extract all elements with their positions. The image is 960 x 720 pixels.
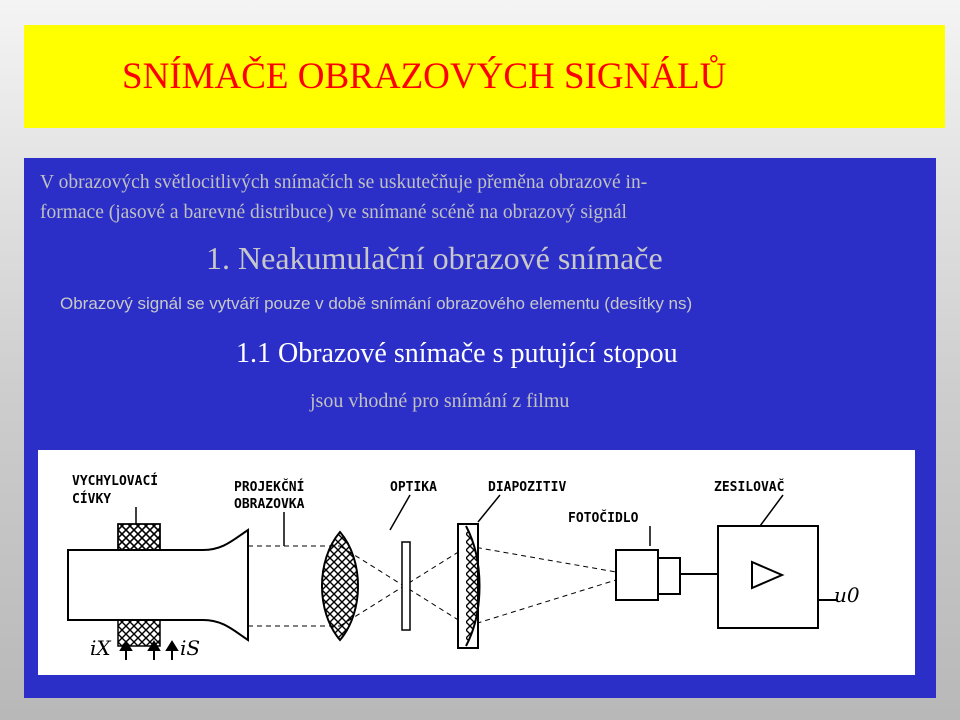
diagram-drawing <box>38 450 915 675</box>
intro-line-1: V obrazových světlocitlivých snímačích se uskutečňuje přeměna obrazové in- <box>40 172 648 193</box>
section-1-1-description: jsou vhodné pro snímání z filmu <box>310 390 570 412</box>
intro-paragraph <box>40 168 920 228</box>
amplifier-label: ZESILOVAČ <box>714 480 785 495</box>
intro-line-2: formace (jasové a barevné distribuce) ve snímané scéně na obrazový signál <box>40 202 627 223</box>
light-rays <box>248 546 616 626</box>
coils-label-line2: CÍVKY <box>72 492 112 507</box>
optics-plate <box>402 542 410 630</box>
coils-label-line1: VYCHYLOVACÍ <box>72 474 159 489</box>
slide-label: DIAPOZITIV <box>488 480 567 495</box>
optics-lens <box>322 532 358 640</box>
crt-label-line2: OBRAZOVKA <box>234 497 305 512</box>
section-1-1-heading: 1.1 Obrazové snímače s putující stopou <box>236 338 678 369</box>
optics-label: OPTIKA <box>390 480 437 495</box>
u0-label: u0 <box>834 583 860 607</box>
title-banner <box>24 25 945 128</box>
flying-spot-scanner-diagram <box>38 450 915 675</box>
photodetector-label: FOTOČIDLO <box>568 511 639 526</box>
section-1-heading: 1. Neakumulační obrazové snímače <box>206 240 663 276</box>
is-label: iS <box>180 636 201 660</box>
section-1-description: Obrazový signál se vytváří pouze v době snímání obrazového elementu (desítky ns) <box>60 294 693 313</box>
crt-label-line1: PROJEKČNÍ <box>234 480 305 495</box>
ix-label: iX <box>90 636 111 660</box>
slide-title: SNÍMAČE OBRAZOVÝCH SIGNÁLŮ <box>122 56 727 97</box>
photodetector <box>616 550 658 600</box>
